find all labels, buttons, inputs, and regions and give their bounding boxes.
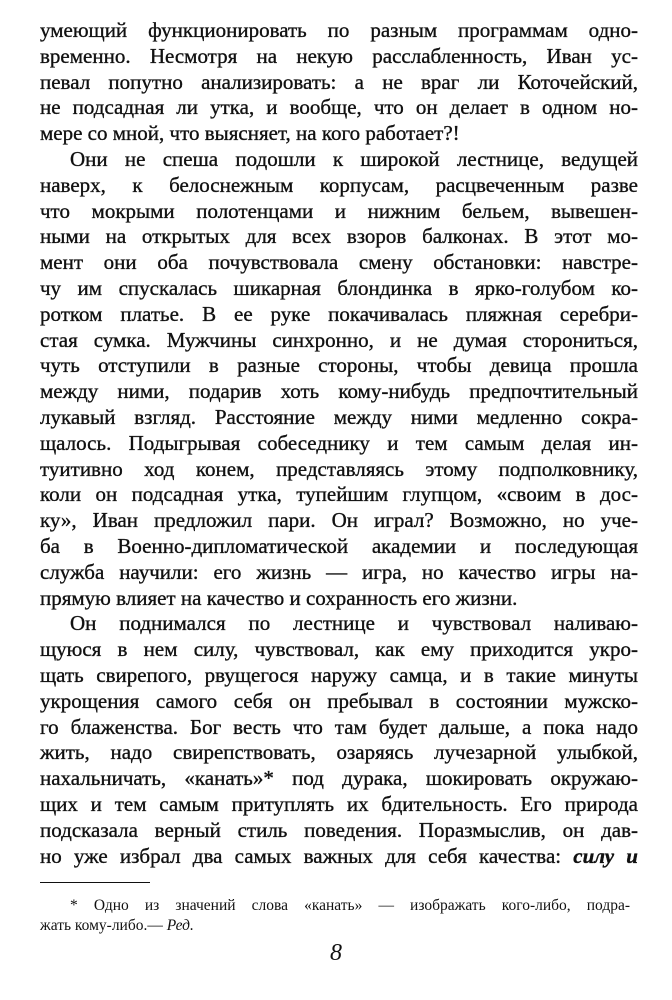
text-line xyxy=(40,766,638,792)
text-line xyxy=(40,302,638,328)
text-line-content: умеющий функционировать по разным программам одно- xyxy=(40,18,638,42)
text-line xyxy=(40,740,638,766)
text-line-content: ку», Иван предложил пари. Он играл? Возможно, но уче- xyxy=(40,508,638,533)
text-line-content: щать свирепого, рвущегося наружу самца, и в такие минуты xyxy=(40,662,638,687)
text-line xyxy=(40,792,638,818)
footnote-text: жать кому-либо.— xyxy=(40,917,167,934)
text-line-content: служба научили: его жизнь — игра, но качество игры на- xyxy=(40,559,638,584)
text-line-content: ба в Военно-дипломатической академии и последующая xyxy=(40,533,638,558)
text-line-content: жить, надо свирепствовать, озаряясь лучезарной улыбкой, xyxy=(40,740,638,765)
footnote-line: * Одно из значений слова «канать» — изображать кого-либо, подра- xyxy=(70,897,630,914)
text-line xyxy=(40,44,638,70)
text-line-content: щалось. Подыгрывая собеседнику и тем самым делая ин- xyxy=(40,430,638,455)
text-line-content: певал попутно анализировать: а не враг ли Коточейский, xyxy=(40,69,638,94)
text-line xyxy=(40,18,638,44)
text-line-content: укрощения самого себя он пребывал в состоянии мужско- xyxy=(40,688,638,713)
text-line xyxy=(40,844,638,870)
text-line-content: мере со мной, что выясняет, на кого работает?! xyxy=(40,121,460,146)
text-line-content: щуюся в нем силу, чувствовал, как ему приходится укро- xyxy=(40,637,638,662)
text-line xyxy=(40,121,638,147)
text-line-content: что мокрыми полотенцами и нижним бельем, вывешен- xyxy=(40,198,638,223)
text-line xyxy=(40,586,638,612)
text-line-content: Он поднимался по лестнице и чувствовал наливаю- xyxy=(70,611,638,636)
footnote-line xyxy=(40,916,630,936)
text-line-content: мент они оба почувствовала смену обстановки: навстре- xyxy=(40,250,638,275)
text-line xyxy=(40,431,638,457)
text-line xyxy=(40,818,638,844)
text-line xyxy=(40,147,638,173)
text-line-content: коли он подсадная утка, тупейшим глупцом, «своим в дос- xyxy=(40,482,638,507)
text-line xyxy=(40,276,638,302)
text-line xyxy=(40,250,638,276)
text-line xyxy=(40,405,638,431)
text-line-content: ными на открытых для всех взоров балконах. В этот мо- xyxy=(40,224,638,249)
footnote-divider xyxy=(40,882,150,883)
text-line xyxy=(40,560,638,586)
text-line-content: туитивно ход конем, представляясь этому подполковнику, xyxy=(40,456,638,481)
body-text xyxy=(40,18,638,869)
text-line-content: нахальничать, «канать»* под дурака, шокировать окружаю- xyxy=(40,766,638,791)
text-line-content: но уже избрал два самых важных для себя качества: xyxy=(40,843,574,868)
text-line-content: чу им спускалась шикарная блондинка в ярко-голубом ко- xyxy=(40,275,638,300)
text-line xyxy=(40,637,638,663)
text-line xyxy=(40,224,638,250)
text-line xyxy=(40,611,638,637)
text-line xyxy=(40,199,638,225)
text-line-content: между ними, подарив хоть кому-нибудь предпочтительный xyxy=(40,379,638,404)
text-line-content: наверх, к белоснежным корпусам, расцвеченным разве xyxy=(40,172,638,197)
text-line-content: временно. Несмотря на некую расслабленность, Иван ус- xyxy=(40,43,638,68)
text-line xyxy=(40,457,638,483)
text-line xyxy=(40,534,638,560)
text-line xyxy=(40,70,638,96)
text-line xyxy=(40,663,638,689)
text-line-content: щих и тем самым притуплять их бдительность. Его природа xyxy=(40,791,638,816)
text-line xyxy=(40,328,638,354)
text-line-content: чуть отступили в разные стороны, чтобы девица прошла xyxy=(40,353,638,378)
page-number: 8 xyxy=(330,940,342,966)
text-line xyxy=(40,379,638,405)
footnote-editor-mark: Ред. xyxy=(166,917,194,934)
footnote xyxy=(40,896,630,936)
emphasized-text: силу и xyxy=(573,843,638,868)
text-line-content: ротком платье. В ее руке покачивалась пляжная серебри- xyxy=(40,301,638,326)
text-line xyxy=(40,508,638,534)
text-line xyxy=(40,95,638,121)
text-line xyxy=(40,482,638,508)
text-line-content: лукавый взгляд. Расстояние между ними медленно сокра- xyxy=(40,404,638,429)
text-line-content: Они не спеша подошли к широкой лестнице, ведущей xyxy=(70,146,638,171)
text-line-content: не подсадная ли утка, и вообще, что он делает в одном но- xyxy=(40,95,638,120)
text-line xyxy=(40,689,638,715)
text-line xyxy=(40,353,638,379)
text-line-content: прямую влияет на качество и сохранность его жизни. xyxy=(40,585,518,610)
text-line-content: подсказала верный стиль поведения. Поразмыслив, он дав- xyxy=(40,817,638,842)
text-line-content: стая сумка. Мужчины синхронно, и не думая сторониться, xyxy=(40,327,638,352)
text-line xyxy=(40,173,638,199)
text-line-content: го блаженства. Бог весть что там будет дальше, а пока надо xyxy=(40,714,638,739)
text-line xyxy=(40,715,638,741)
